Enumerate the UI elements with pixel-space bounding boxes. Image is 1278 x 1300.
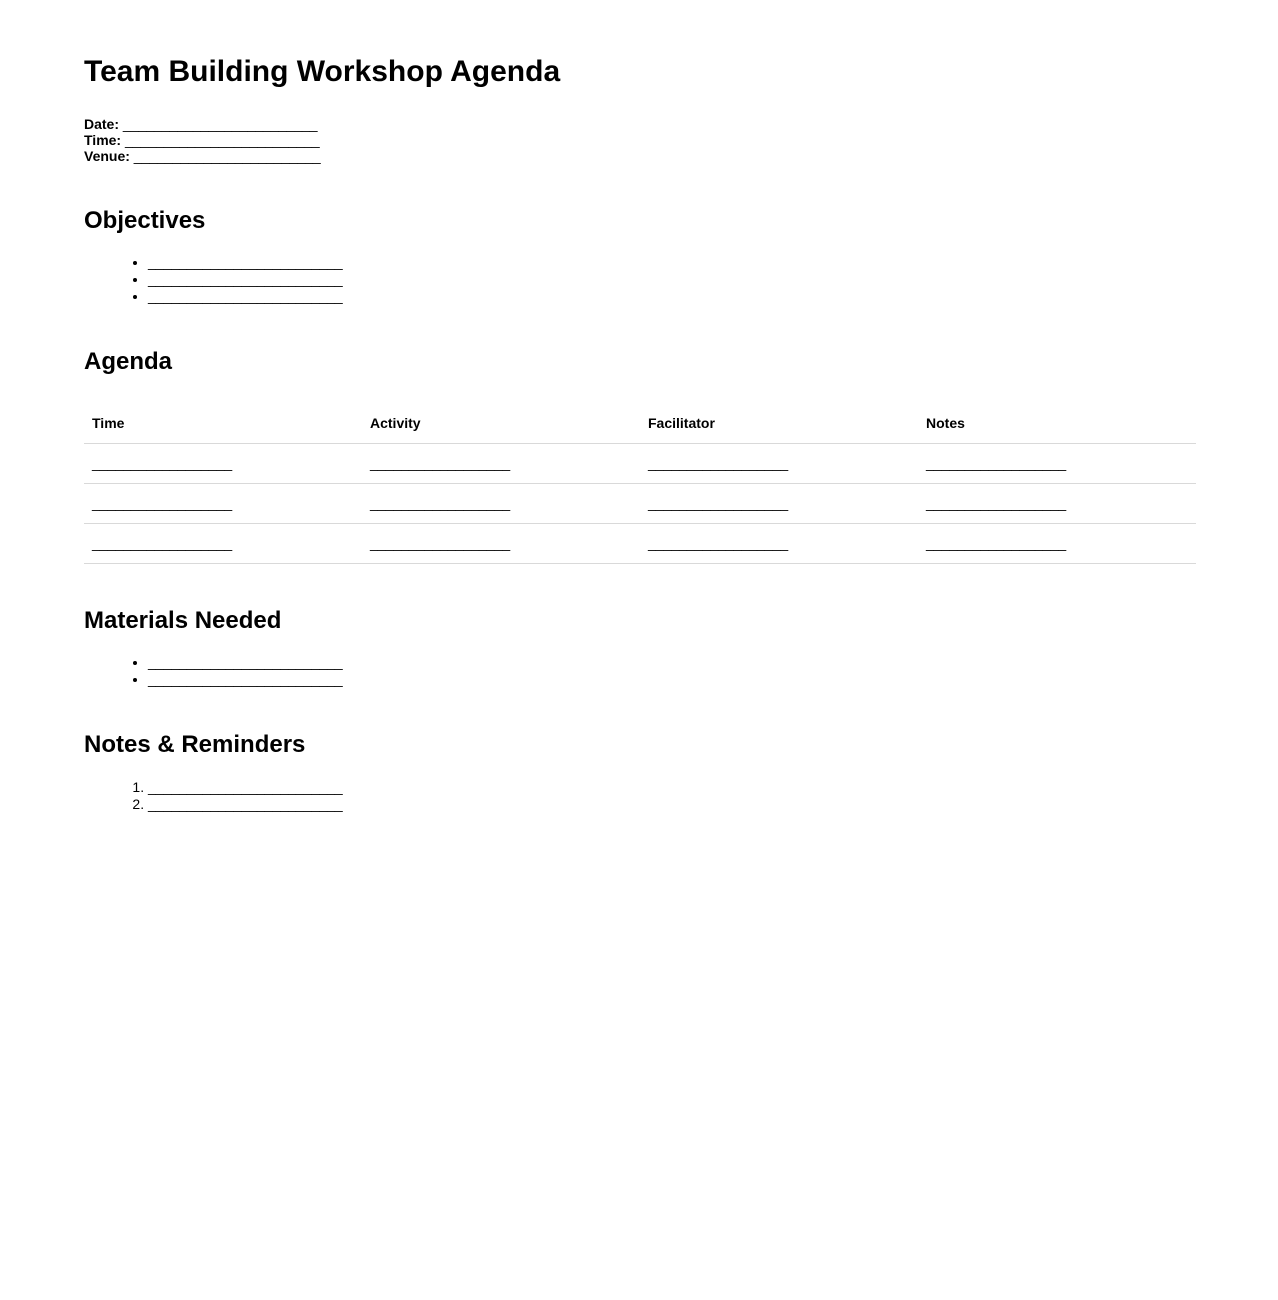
blank-line: _________________________ — [148, 654, 343, 671]
venue-field — [84, 148, 1196, 164]
table-cell — [918, 483, 1196, 523]
blank-line: __________________ — [926, 494, 1067, 511]
blank-line: __________________ — [926, 454, 1067, 471]
table-cell — [84, 483, 362, 523]
blank-line: __________________ — [92, 534, 233, 551]
blank-line: __________________ — [648, 454, 789, 471]
blank-line: _________________________ — [148, 671, 343, 688]
blank-line: _________________________ — [148, 778, 343, 795]
section-heading-notes-reminders: Notes & Reminders — [84, 731, 306, 759]
blank-line: _________________________ — [148, 288, 343, 305]
blank-line: __________________ — [92, 454, 233, 471]
materials-list — [84, 654, 1196, 688]
table-cell — [362, 523, 640, 563]
date-label: Date: — [84, 115, 120, 132]
section-heading-objectives: Objectives — [84, 206, 206, 234]
table-row — [84, 443, 1196, 483]
column-header-notes: Notes — [918, 404, 1196, 444]
blank-line: __________________ — [648, 494, 789, 511]
table-cell — [362, 443, 640, 483]
date-blank-line: _________________________ — [122, 115, 318, 132]
agenda-table — [84, 404, 1196, 564]
list-item — [148, 254, 1196, 271]
blank-line: __________________ — [370, 494, 511, 511]
blank-line: _________________________ — [148, 271, 343, 288]
list-item — [148, 654, 1196, 671]
table-header-row — [84, 404, 1196, 444]
column-header-activity: Activity — [362, 404, 640, 444]
section-heading-materials: Materials Needed — [84, 606, 282, 634]
table-row — [84, 523, 1196, 563]
table-cell — [640, 483, 918, 523]
blank-line: __________________ — [370, 454, 511, 471]
column-header-time: Time — [84, 404, 362, 444]
blank-line: __________________ — [648, 534, 789, 551]
time-field — [84, 132, 1196, 148]
table-cell — [918, 523, 1196, 563]
section-heading-agenda: Agenda — [84, 348, 173, 376]
objectives-list — [84, 254, 1196, 305]
blank-line: _________________________ — [148, 254, 343, 271]
time-blank-line: _________________________ — [124, 131, 320, 148]
notes-reminders-list — [84, 779, 1196, 813]
venue-blank-line: ________________________ — [133, 147, 321, 164]
table-cell — [84, 443, 362, 483]
table-cell — [640, 443, 918, 483]
time-label: Time: — [84, 131, 122, 148]
list-item — [148, 671, 1196, 688]
list-item — [148, 271, 1196, 288]
table-cell — [84, 523, 362, 563]
date-field — [84, 116, 1196, 132]
table-row — [84, 483, 1196, 523]
meta-block — [84, 116, 1196, 164]
blank-line: _________________________ — [148, 795, 343, 812]
page-title: Team Building Workshop Agenda — [84, 55, 561, 88]
list-item — [148, 288, 1196, 305]
blank-line: __________________ — [926, 534, 1067, 551]
list-item — [148, 796, 1196, 813]
blank-line: __________________ — [92, 494, 233, 511]
column-header-facilitator: Facilitator — [640, 404, 918, 444]
list-item — [148, 779, 1196, 796]
blank-line: __________________ — [370, 534, 511, 551]
table-cell — [640, 523, 918, 563]
venue-label: Venue: — [84, 147, 130, 164]
table-cell — [918, 443, 1196, 483]
table-cell — [362, 483, 640, 523]
